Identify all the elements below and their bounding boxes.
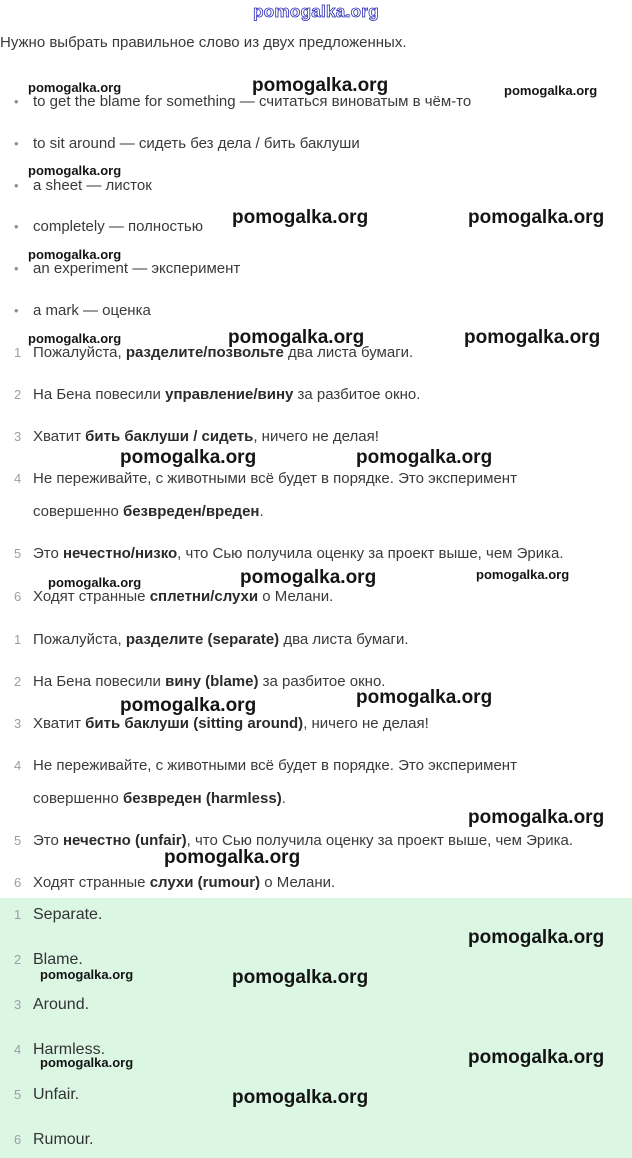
watermark: pomogalka.org (40, 1055, 134, 1070)
watermark: pomogalka.org (28, 163, 122, 178)
watermark: pomogalka.org (356, 687, 493, 708)
task-item: 1 Пожалуйста, разделите/позвольте два листа бумаги. (14, 344, 414, 361)
solution-item: 2 На Бена повесили вину (blame) за разбитое окно. (14, 673, 386, 690)
bullet-icon: • (14, 219, 19, 234)
answer-item: 3 Around. (14, 996, 90, 1013)
watermark: pomogalka.org (464, 327, 601, 348)
task-item: 5 Это нечестно/низко, что Сью получила оценку за проект выше, чем Эрика. (14, 545, 564, 562)
watermark: pomogalka.org (468, 927, 605, 948)
vocab-item: • completely — полностью (0, 218, 203, 235)
watermark: pomogalka.org (232, 207, 369, 228)
task-item: 4 Не переживайте, с животными всё будет в порядке. Это эксперимент (14, 470, 517, 487)
vocab-item: • to sit around — сидеть без дела / бить баклуши (0, 135, 360, 152)
watermark: pomogalka.org (164, 847, 301, 868)
bullet-icon: • (14, 136, 19, 151)
answer-item: 4 Harmless. (14, 1041, 106, 1058)
vocab-item: • a mark — оценка (0, 302, 151, 319)
solution-item: 6 Ходят странные слухи (rumour) о Мелани. (14, 874, 336, 891)
solution-item: 5 Это нечестно (unfair), что Сью получила оценку за проект выше, чем Эрика. (14, 832, 573, 849)
answer-item: 1 Separate. (14, 906, 103, 923)
bullet-icon: • (14, 94, 19, 109)
watermark: pomogalka.org (504, 83, 598, 98)
watermark: pomogalka.org (48, 575, 142, 590)
bullet-icon: • (14, 261, 19, 276)
header-watermark: pomogalka.org (253, 2, 379, 21)
watermark: pomogalka.org (476, 567, 570, 582)
watermark: pomogalka.org (232, 1087, 369, 1108)
task-item-continuation: совершенно безвреден/вреден. (33, 503, 264, 520)
watermark: pomogalka.org (468, 1047, 605, 1068)
vocab-item: • a sheet — листок (0, 177, 152, 194)
solution-item: 1 Пожалуйста, разделите (separate) два листа бумаги. (14, 631, 409, 648)
watermark: pomogalka.org (120, 695, 257, 716)
watermark: pomogalka.org (28, 331, 122, 346)
watermark: pomogalka.org (232, 967, 369, 988)
solution-item-continuation: совершенно безвреден (harmless). (33, 790, 286, 807)
task-item: 6 Ходят странные сплетни/слухи о Мелани. (14, 588, 334, 605)
task-item: 2 На Бена повесили управление/вину за разбитое окно. (14, 386, 421, 403)
answer-item: 6 Rumour. (14, 1131, 94, 1148)
vocab-item: • an experiment — эксперимент (0, 260, 240, 277)
watermark: pomogalka.org (468, 207, 605, 228)
bullet-icon: • (14, 178, 19, 193)
solution-item: 3 Хватит бить баклуши (sitting around), ничего не делая! (14, 715, 429, 732)
watermark: pomogalka.org (252, 75, 389, 96)
watermark: pomogalka.org (356, 447, 493, 468)
watermark: pomogalka.org (228, 327, 365, 348)
vocab-item: • to get the blame for something — считаться виноватым в чём-то (0, 93, 471, 110)
solution-item: 4 Не переживайте, с животными всё будет в порядке. Это эксперимент (14, 757, 517, 774)
watermark: pomogalka.org (28, 247, 122, 262)
watermark: pomogalka.org (468, 807, 605, 828)
answer-item: 5 Unfair. (14, 1086, 80, 1103)
watermark: pomogalka.org (40, 967, 134, 982)
task-instruction: Нужно выбрать правильное слово из двух предложенных. (0, 34, 407, 51)
task-item: 3 Хватит бить баклуши / сидеть, ничего не делая! (14, 428, 379, 445)
answer-item: 2 Blame. (14, 951, 83, 968)
watermark: pomogalka.org (240, 567, 377, 588)
bullet-icon: • (14, 303, 19, 318)
watermark: pomogalka.org (28, 80, 122, 95)
watermark: pomogalka.org (120, 447, 257, 468)
